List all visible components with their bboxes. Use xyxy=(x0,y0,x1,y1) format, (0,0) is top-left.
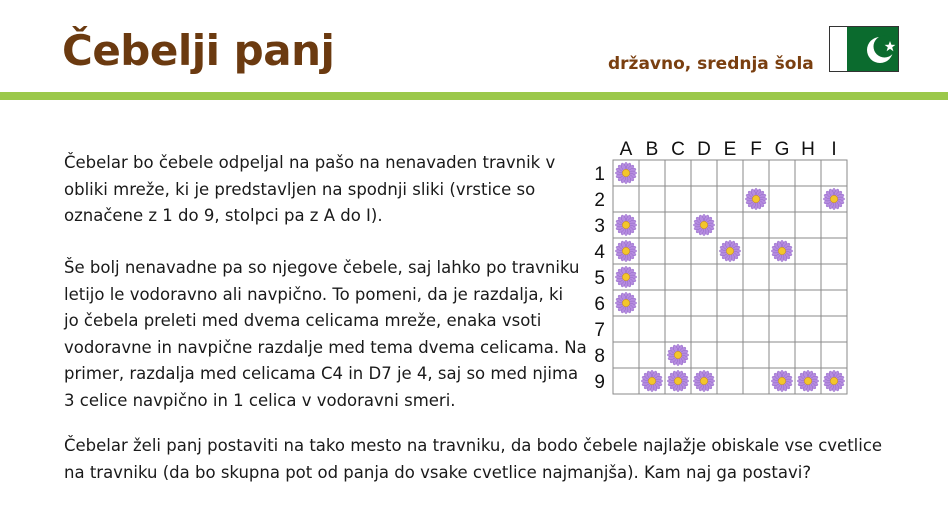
row-label: 9 xyxy=(594,372,605,393)
row-label: 4 xyxy=(594,242,605,263)
grid-cell-F9 xyxy=(743,368,769,394)
grid-cell-G8 xyxy=(769,342,795,368)
flower-icon xyxy=(615,214,636,235)
grid-cell-B1 xyxy=(639,160,665,186)
flower-icon xyxy=(615,292,636,313)
grid-cell-A8 xyxy=(613,342,639,368)
grid-cell-D2 xyxy=(691,186,717,212)
grid-cell-G5 xyxy=(769,264,795,290)
column-label: C xyxy=(671,139,685,160)
grid-cell-B3 xyxy=(639,212,665,238)
grid-cell-A7 xyxy=(613,316,639,342)
grid-cell-E9 xyxy=(717,368,743,394)
grid-cell-C5 xyxy=(665,264,691,290)
grid-cell-G1 xyxy=(769,160,795,186)
column-label: G xyxy=(774,139,790,160)
flower-icon xyxy=(745,188,766,209)
grid-cell-I1 xyxy=(821,160,847,186)
flower-icon xyxy=(771,370,792,391)
grid-cell-A2 xyxy=(613,186,639,212)
grid-cell-D7 xyxy=(691,316,717,342)
row-label: 7 xyxy=(594,320,605,341)
text-line: vodoravne in navpične razdalje med tema dvema celicama. Na xyxy=(64,337,587,357)
grid-cell-B7 xyxy=(639,316,665,342)
column-label: E xyxy=(723,139,737,160)
grid-cell-B8 xyxy=(639,342,665,368)
grid-cell-H8 xyxy=(795,342,821,368)
grid-cell-I3 xyxy=(821,212,847,238)
row-label: 1 xyxy=(594,164,605,185)
flower-icon xyxy=(823,188,844,209)
grid-cell-I6 xyxy=(821,290,847,316)
page-title: Čebelji panj xyxy=(62,26,335,75)
flower-icon xyxy=(615,240,636,261)
column-label: A xyxy=(619,139,633,160)
grid-cell-B2 xyxy=(639,186,665,212)
flower-icon xyxy=(615,162,636,183)
grid-cell-H2 xyxy=(795,186,821,212)
grid-cell-F1 xyxy=(743,160,769,186)
grid-cell-D5 xyxy=(691,264,717,290)
grid-cell-D4 xyxy=(691,238,717,264)
flower-icon xyxy=(693,214,714,235)
column-label: D xyxy=(697,139,711,160)
grid-cell-D1 xyxy=(691,160,717,186)
text-line: Čebelar bo čebele odpeljal na pašo na nenavaden travnik v xyxy=(64,153,556,172)
text-line: jo čebela preleti med dvema celicama mreže, enaka vsoti xyxy=(64,311,542,330)
text-line: Čebelar želi panj postaviti na tako mesto na travniku, da bodo čebele najlažje obiskale vse cvetlice xyxy=(64,436,883,455)
column-label: H xyxy=(801,139,815,160)
flower-icon xyxy=(615,266,636,287)
row-label: 3 xyxy=(594,216,605,237)
intro-paragraph xyxy=(64,150,555,230)
flower-icon xyxy=(693,370,714,391)
flower-icon xyxy=(641,370,662,391)
grid-cell-I5 xyxy=(821,264,847,290)
flower-icon xyxy=(719,240,740,261)
grid-cell-I8 xyxy=(821,342,847,368)
grid-cell-F8 xyxy=(743,342,769,368)
flower-icon xyxy=(667,370,688,391)
grid-cell-E8 xyxy=(717,342,743,368)
grid-cell-G3 xyxy=(769,212,795,238)
grid-cell-E3 xyxy=(717,212,743,238)
page-subtitle: državno, srednja šola xyxy=(608,54,814,74)
grid-cell-E2 xyxy=(717,186,743,212)
grid-cell-H7 xyxy=(795,316,821,342)
grid-cell-E6 xyxy=(717,290,743,316)
grid-cell-E5 xyxy=(717,264,743,290)
grid-cell-F7 xyxy=(743,316,769,342)
grid-cell-B4 xyxy=(639,238,665,264)
grid-cell-H1 xyxy=(795,160,821,186)
text-line: Še bolj nenavadne pa so njegove čebele, saj lahko po travniku xyxy=(64,258,580,277)
column-label: F xyxy=(750,139,762,160)
header-divider xyxy=(0,92,948,100)
grid-cell-F4 xyxy=(743,238,769,264)
text-line: primer, razdalja med celicama C4 in D7 je 4, saj so med njima xyxy=(64,364,579,383)
grid-cell-G2 xyxy=(769,186,795,212)
grid-cell-B5 xyxy=(639,264,665,290)
row-label: 2 xyxy=(594,190,605,211)
pakistan-flag-icon xyxy=(829,26,899,72)
row-label: 8 xyxy=(594,346,605,367)
row-label: 5 xyxy=(594,268,605,289)
grid-cell-F3 xyxy=(743,212,769,238)
text-line: letijo le vodoravno ali navpično. To pomeni, da je razdalja, ki xyxy=(64,284,564,304)
grid-cell-H4 xyxy=(795,238,821,264)
flower-icon xyxy=(823,370,844,391)
grid-cell-E1 xyxy=(717,160,743,186)
grid-cell-F6 xyxy=(743,290,769,316)
flower-icon xyxy=(667,344,688,365)
grid-cell-C7 xyxy=(665,316,691,342)
grid-cell-H3 xyxy=(795,212,821,238)
grid-cell-B6 xyxy=(639,290,665,316)
flower-icon xyxy=(797,370,818,391)
grid-cell-C1 xyxy=(665,160,691,186)
row-label: 6 xyxy=(594,294,605,315)
text-line: označene z 1 do 9, stolpci pa z A do I). xyxy=(64,206,383,225)
grid-cell-D8 xyxy=(691,342,717,368)
grid-cell-I4 xyxy=(821,238,847,264)
grid-cell-G6 xyxy=(769,290,795,316)
grid-cell-A9 xyxy=(613,368,639,394)
column-label: I xyxy=(831,139,837,160)
text-line: na travniku (da bo skupna pot od panja do vsake cvetlice najmanjša). Kam naj ga postavi? xyxy=(64,462,812,482)
grid-cell-C2 xyxy=(665,186,691,212)
grid-cell-I7 xyxy=(821,316,847,342)
grid-cell-E7 xyxy=(717,316,743,342)
grid-cell-D6 xyxy=(691,290,717,316)
grid-cell-C3 xyxy=(665,212,691,238)
grid-cell-H5 xyxy=(795,264,821,290)
meadow-grid xyxy=(585,135,855,400)
grid-cell-C6 xyxy=(665,290,691,316)
grid-cell-C4 xyxy=(665,238,691,264)
grid-cell-G7 xyxy=(769,316,795,342)
column-label: B xyxy=(645,139,659,160)
text-line: obliki mreže, ki je predstavljen na spodnji sliki (vrstice so xyxy=(64,179,536,199)
flower-icon xyxy=(771,240,792,261)
grid-cell-H6 xyxy=(795,290,821,316)
grid-cell-F5 xyxy=(743,264,769,290)
rules-paragraph xyxy=(64,255,587,414)
text-line: 3 celice navpično in 1 celica v vodoravni smeri. xyxy=(64,390,456,410)
question-paragraph xyxy=(64,433,882,486)
